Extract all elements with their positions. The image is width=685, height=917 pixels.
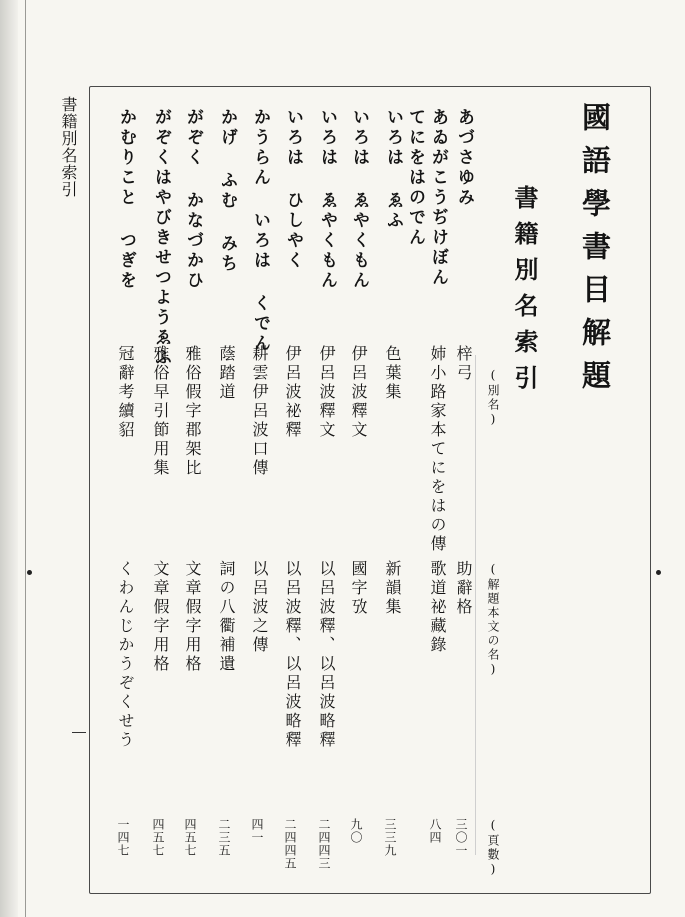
row-alias: 伊呂波釋文 — [317, 345, 336, 440]
row-alias: 蔭踏道 — [217, 345, 236, 402]
row-alias: 雅俗假字郡架比 — [183, 345, 202, 478]
row-entry: 國字攷 — [349, 560, 368, 617]
row-entry: 以呂波釋、以呂波略釋 — [283, 560, 302, 750]
row-page: 四一 — [250, 818, 264, 844]
row-page: 三〇一 — [454, 818, 468, 857]
row-page: 二四四三 — [317, 818, 331, 870]
gutter-line — [25, 0, 26, 917]
row-title: いろは ゑやくもん — [349, 108, 369, 291]
row-title: てにをはのでん — [405, 108, 425, 248]
row-page: 四五七 — [151, 818, 165, 857]
row-title: がぞく かなづかひ — [183, 108, 203, 291]
row-title: かうらん いろは くでん — [250, 108, 270, 354]
row-alias: 姉小路家本てにをはの傳 — [428, 345, 447, 554]
row-entry: 歌道祕藏錄 — [428, 560, 447, 655]
row-page: 八四 — [428, 818, 442, 844]
sub-title: 書籍別名索引 — [510, 185, 539, 401]
row-entry: くわんじかうぞくせう — [116, 560, 135, 750]
main-title: 國語學書目解題 — [578, 102, 612, 403]
page-binding-edge — [0, 0, 18, 917]
row-page: 九〇 — [349, 818, 363, 844]
row-alias: 耕雲伊呂波口傳 — [250, 345, 269, 478]
row-entry: 以呂波之傳 — [250, 560, 269, 655]
row-title: いろは ゑやくもん — [317, 108, 337, 291]
row-entry: 詞の八衢補遺 — [217, 560, 236, 674]
row-alias: 冠辭考續貂 — [116, 345, 135, 440]
row-title: かむりこと つぎを — [116, 108, 136, 291]
row-title: いろは ひしやく — [283, 108, 303, 271]
header-entry: (解題本文の名) — [486, 562, 500, 678]
margin-dot — [27, 570, 32, 575]
row-entry: 以呂波釋、以呂波略釋 — [317, 560, 336, 750]
page-frame — [89, 86, 651, 894]
row-alias: 伊呂波釋文 — [349, 345, 368, 440]
margin-dot — [656, 570, 661, 575]
header-page: (頁數) — [486, 818, 500, 878]
row-page: 二三五 — [217, 818, 231, 857]
row-title: あづさゆみ — [454, 108, 474, 208]
row-title: あゐがこうぢけぼん — [428, 108, 448, 288]
row-entry: 新韻集 — [383, 560, 402, 617]
row-alias: 雅俗早引節用集 — [151, 345, 170, 478]
row-entry: 助辭格 — [454, 560, 473, 617]
column-rule — [475, 355, 476, 855]
row-title: いろは ゑふ — [383, 108, 403, 231]
header-alias: (別名) — [486, 368, 500, 428]
row-page: 四五七 — [183, 818, 197, 857]
row-page: 二四四五 — [283, 818, 297, 870]
row-entry: 文章假字用格 — [183, 560, 202, 674]
margin-dash — [72, 732, 86, 733]
row-alias: 梓弓 — [454, 345, 473, 383]
running-head: 書籍別名索引 — [59, 96, 78, 198]
row-alias: 色葉集 — [383, 345, 402, 402]
row-title: がぞくはやびきせつようゑふ — [151, 108, 171, 368]
row-page: 三三九 — [383, 818, 397, 857]
row-page: 一四七 — [116, 818, 130, 857]
row-title: かげ ふむ みち — [217, 108, 237, 274]
row-alias: 伊呂波祕釋 — [283, 345, 302, 440]
row-entry: 文章假字用格 — [151, 560, 170, 674]
